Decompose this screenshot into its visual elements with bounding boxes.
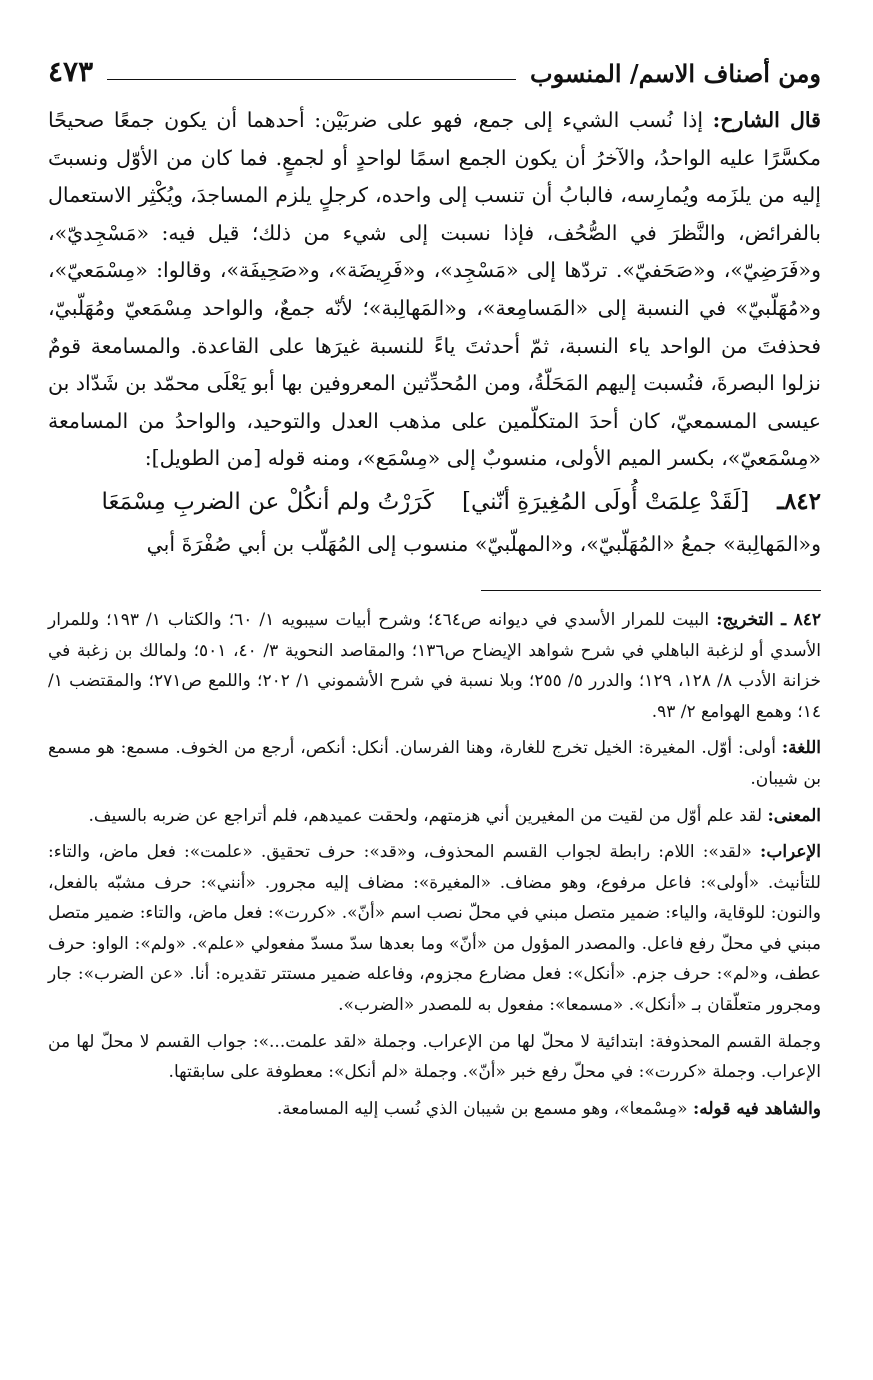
- maana-label: المعنى:: [767, 805, 821, 826]
- footnote-takhrij: [48, 605, 821, 727]
- lugha-label: اللغة:: [781, 738, 821, 759]
- commentator-label: قال الشارح:: [712, 108, 821, 132]
- footnote-irab: [48, 837, 821, 1021]
- page-number: ٤٧٣: [48, 55, 94, 88]
- commentary-paragraph: [48, 102, 821, 478]
- footnote-rule: [481, 590, 821, 591]
- footnote-jumal: وجملة القسم المحذوفة: ابتدائية لا محلّ لها من الإعراب. وجملة «لقد علمت...»: جواب القسم لا محلّ لها من الإعراب. وجملة «كررت»: في محلّ رفع خبر «أنّ». وجملة «لم أنكل»: معطوفة على سابقتها.: [48, 1031, 821, 1083]
- verse-number: ٨٤٢ـ: [777, 487, 821, 515]
- lugha-text: أولى: أوّل. المغيرة: الخيل تخرج للغارة، وهنا الفرسان. أنكل: أنكص، أرجع من الخوف. مسمع: هو مسمع بن شيبان.: [48, 738, 821, 789]
- running-header: [48, 40, 821, 88]
- verse-second-hemistich: كَرَرْتُ ولم أنكُلْ عن الضربِ مِسْمَعَا: [101, 488, 434, 515]
- verse-842: [48, 480, 821, 524]
- irab-text: «لقد»: اللام: رابطة لجواب القسم المحذوف، و«قد»: حرف تحقيق. «علمت»: فعل ماض، والتاء: للتأنيث. «أولى»: فاعل مرفوع، وهو مضاف. «المغيرة»: مضاف إليه مجرور. «أنني»: حرف مشبّه بالفعل، والنون: للوقاية، والياء: ضمير متصل مبني في محلّ نصب اسم «أنّ». «كررت»: فعل ماض، والتاء: ضمير متصل مبني في محلّ رفع فاعل. والمصدر المؤول من «أنّ» وما بعدها سدّ مسدّ مفعولي «علم». «ولم»: الواو: حرف عطف، و«لم»: حرف جزم. «أنكل»: فعل مضارع مجزوم، وفاعله ضمير مستتر تقديره: أنا. «عن الضرب»: جار ومجرور متعلّقان بـ «أنكل». «مسمعا»: مفعول به للمصدر «الضرب».: [48, 842, 821, 1016]
- shahid-label: والشاهد فيه قوله:: [692, 1098, 821, 1119]
- takhrij-text: البيت للمرار الأسدي في ديوانه ص٤٦٤؛ وشرح أبيات سيبويه ١/ ٦٠؛ والكتاب ١/ ١٩٣؛ وللمرار الأسدي أو لزغبة الباهلي في شرح شواهد الإيضاح ص١٣٦؛ والمقاصد النحوية ٣/ ٤٠، ٥٠١؛ ولمالك بن زغبة في خزانة الأدب ٨/ ١٢٨، ١٢٩؛ والدرر ٥/ ٢٥٥؛ وبلا نسبة في شرح الأشموني ١/ ٢٠٢؛ واللمع ص٢٧١؛ والمقتضب ١/ ١٤؛ وهمع الهوامع ٢/ ٩٣.: [48, 609, 821, 722]
- footnote-lugha: [48, 733, 821, 794]
- header-rule: [107, 79, 516, 80]
- maana-text: لقد علم أوّل من لقيت من المغيرين أني هزمتهم، ولحقت عميدهم، فلم أتراجع عن ضربه بالسيف.: [88, 805, 763, 826]
- running-title: ومن أصناف الاسم/ المنسوب: [530, 59, 821, 88]
- footnotes: [48, 605, 821, 1125]
- shahid-text: «مِسْمعا»، وهو مسمع بن شيبان الذي نُسب إليه المسامعة.: [276, 1098, 688, 1119]
- takhrij-label: ٨٤٢ ـ التخريج:: [716, 609, 822, 630]
- footnote-shahid: [48, 1094, 821, 1125]
- verse-first-hemistich: [لَقَدْ عِلمَتْ أُولَى المُغِيرَةِ أنّني]: [462, 488, 750, 515]
- continuation-text: و«المَهالِبة» جمعُ «المُهَلّبيّ»، و«المهلّبيّ» منسوب إلى المُهَلّب بن أبي صُفْرَةَ أبي: [146, 531, 821, 556]
- commentary-text: إذا نُسب الشيء إلى جمع، فهو على ضربَيْن: أحدهما أن يكون جمعًا صحيحًا مكسَّرًا عليه الواحدُ، والآخرُ أن يكون الجمع اسمًا لواحدٍ أو لجمعٍ. فما كان من الأوّل ونسبتَ إليه من يلزَمه ويُمارِسه، فالبابُ أن تنسب إلى واحده، كرجلٍ يلزم المساجدَ، ويُكْثِر الاستعمال بالفرائض، والنَّظرَ في الصُّحُف، فإذا نسبت إلى شيء من ذلك؛ قيل فيه: «مَسْجِديّ»، و«فَرَضِيّ»، و«صَحَفيّ». تردّها إلى «مَسْجِد»، و«فَرِيضَة»، و«صَحِيفَة»، وقالوا: «مِسْمَعيّ»، و«مُهَلّبيّ» في النسبة إلى «المَسامِعة»، و«المَهالِبة»؛ لأنّه جمعٌ، والواحد مِسْمَعيّ ومُهَلّبيّ، فحذفتَ من الواحد ياء النسبة، ثمّ أحدثتَ ياءً للنسبة غيرَها على القاعدة. والمسامعة قومٌ نزلوا البصرةَ، فنُسبت إليهم المَحَلّةُ، ومن المُحدِّثين المعروفين بها أبو يَعْلَى محمّد بن شَدّاد بن عيسى المسمعيّ، كان أحدَ المتكلّمين على مذهب العدل والتوحيد، والواحدُ من المسامعة «مِسْمَعيّ»، بكسر الميم الأولى، منسوبٌ إلى «مِسْمَع»، ومنه قوله [من الطويل]:: [48, 108, 821, 471]
- footnote-maana: [48, 801, 821, 832]
- irab-label: الإعراب:: [760, 842, 821, 863]
- main-text: [48, 102, 821, 478]
